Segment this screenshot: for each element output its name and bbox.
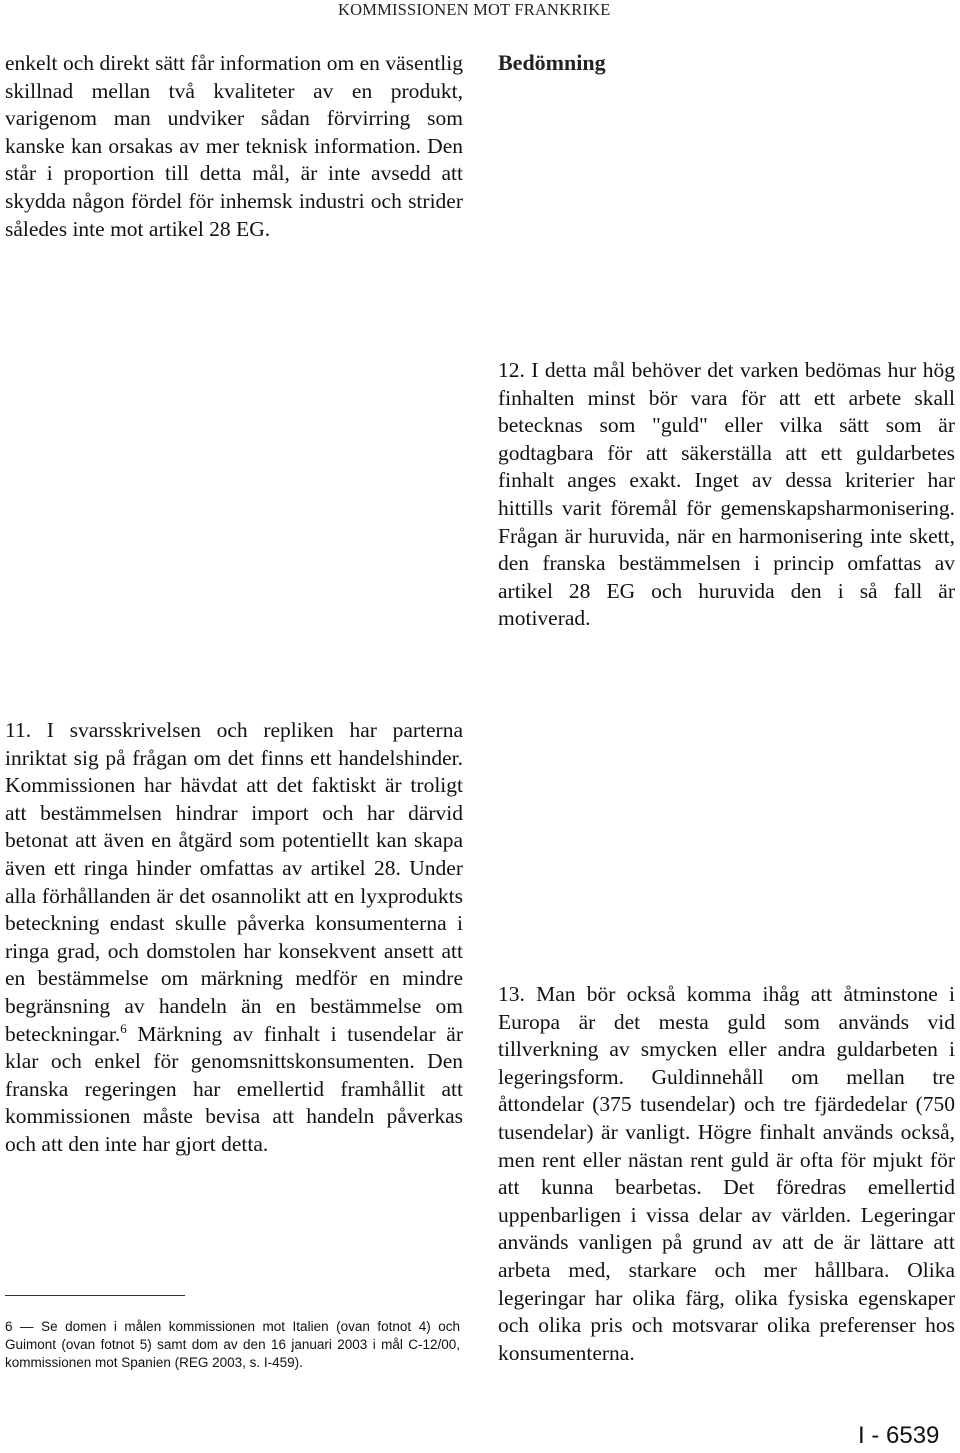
- running-header: KOMMISSIONEN MOT FRANKRIKE: [338, 0, 611, 19]
- footnote-marker: 6 —: [5, 1319, 34, 1334]
- footnote-reference[interactable]: 6: [120, 1020, 127, 1036]
- paragraph-text: I detta mål behöver det varken bedömas hur hög finhalten minst bör vara för att ett arbete skall betecknas som "guld" eller vilka sätt som är godtagbara för att säkerställa att ett guldarbetes finhalt anges exakt. Inget av dessa kriterier har hittills varit föremål för gemenskapsharmonisering. Frågan är huruvida, när en harmonisering inte skett, den franska bestämmelsen i princip omfattas av artikel 28 EG och huruvida den i så fall är motiverad.: [498, 358, 955, 631]
- paragraph-text: I svarsskrivelsen och repliken har parterna inriktat sig på frågan om det finns ett handelshinder. Kommissionen har hävdat att det faktiskt är troligt att bestämmelsen hindrar import och har därvid betonat att även en åtgärd som potentiellt kan skapa även ett ringa hinder omfattas av artikel 28. Under alla förhållanden är det osannolikt att en lyxprodukts beteckning endast skulle påverka konsumenterna i ringa grad, och domstolen har konsekvent ansett att en bestämmelse om märkning medför en mindre begränsning av handeln än en bestämmelse om beteckningar.: [5, 718, 463, 1046]
- paragraph-13: [498, 981, 955, 1367]
- footnote-text: Se domen i målen kommissionen mot Italien (ovan fotnot 4) och Guimont (ovan fotnot 5) samt dom av den 16 januari 2003 i mål C-12/00, kommissionen mot Spanien (REG 2003, s. I-459).: [5, 1319, 460, 1370]
- page-number: I - 6539: [858, 1422, 940, 1449]
- intro-paragraph: enkelt och direkt sätt får information om en väsentlig skillnad mellan två kvaliteter av en produkt, varigenom man undviker sådan förvirring som kanske kan orsakas av mer teknisk information. Den står i proportion till detta mål, är inte avsedd att skydda någon fördel för inhemsk industri och strider således inte mot artikel 28 EG.: [5, 51, 463, 241]
- paragraph-number: 12.: [498, 358, 525, 382]
- paragraph-number: 11.: [5, 718, 32, 742]
- paragraph-text: Man bör också komma ihåg att åtminstone i Europa är det mesta guld som används vid tillverkning av smycken eller andra guldarbeten i legeringsform. Guldinnehåll om mellan tre åttondelar (375 tusendelar) och tre fjärdedelar (750 tusendelar) är vanligt. Högre finhalt används också, men rent eller nästan rent guld är ofta för mjukt för att kunna bearbetas. Det föredras emellertid uppenbarligen i vissa delar av världen. Legeringar används vanligen på grund av att de är lättare att arbeta med, starkare och mer hållbara. Olika legeringar har olika färg, olika fysiska egenskaper och olika pris och motsvarar olika preferenser hos konsumenterna.: [498, 982, 955, 1365]
- footnote: [5, 1318, 460, 1372]
- footnote-divider: [5, 1295, 185, 1296]
- paragraph-text-continued: Märkning av finhalt i tusendelar är klar och enkel för genomsnittskonsumenten. Den franska regeringen har emellertid framhållit att kommissionen måste bevisa att handeln påverkas och att den inte har gjort detta.: [5, 1021, 463, 1156]
- section-heading: Bedömning: [498, 50, 606, 75]
- paragraph-11: [5, 717, 463, 1159]
- paragraph-12: [498, 357, 955, 633]
- paragraph-number: 13.: [498, 982, 525, 1006]
